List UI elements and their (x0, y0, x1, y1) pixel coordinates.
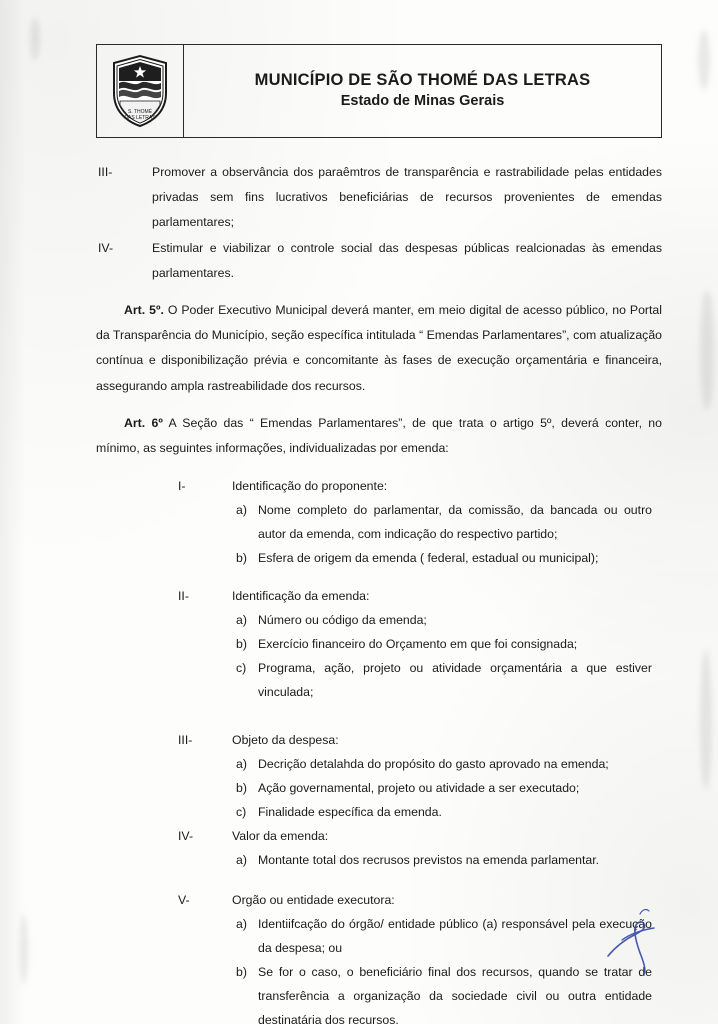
list-item (96, 729, 662, 825)
sub-item-letter: a) (236, 756, 247, 771)
scan-artifact (700, 650, 712, 790)
scan-artifact (698, 30, 710, 90)
article-label: Art. 5º. (124, 303, 164, 318)
sub-item-letter: a) (236, 916, 247, 931)
article-paragraph (96, 411, 662, 461)
item-heading: Valor da emenda: (232, 828, 329, 843)
item-numeral: V- (178, 892, 190, 907)
sub-item (96, 801, 662, 825)
sub-item-letter: c) (236, 661, 247, 676)
sub-item-text: Programa, ação, projeto ou atividade orçamentária a que estiver vinculada; (258, 661, 652, 699)
list-item-heading-row (96, 585, 662, 609)
sub-item-letter: a) (236, 613, 247, 628)
item-numeral: I- (178, 479, 186, 494)
sub-item-letter: c) (236, 804, 247, 819)
item-numeral: II- (178, 589, 189, 604)
spacer (96, 705, 662, 715)
sub-item-text: Decrição detalahda do propósito do gasto aprovado na emenda; (258, 756, 609, 771)
article-text: O Poder Executivo Municipal deverá manter, em meio digital de acesso público, no Portal da Transparência do Município, seção específica intitulada “ Emendas Parlamentares”, com atualização contínua e disponibilização prévia e concomitante às fases de execução orçamentária e financeira, assegurando ampla rastreabilidade dos recursos. (96, 303, 663, 393)
item-numeral: III- (98, 165, 113, 179)
svg-text:S. THOMÉ: S. THOMÉ (127, 109, 153, 115)
list-item-heading-row (96, 475, 662, 499)
sub-item (96, 849, 662, 873)
sub-item (96, 753, 662, 777)
crest-cell (97, 45, 184, 137)
document-content (96, 44, 662, 1033)
sub-item (96, 499, 662, 547)
item-heading: Objeto da despesa: (232, 732, 339, 747)
sub-item (96, 961, 662, 1033)
sub-item-letter: b) (236, 551, 247, 566)
sub-item-text: Número ou código da emenda; (258, 613, 427, 628)
sub-item-text: Exercício financeiro do Orçamento em que foi consignada; (258, 637, 578, 652)
municipality-title: MUNICÍPIO DE SÃO THOMÉ DAS LETRAS (254, 70, 591, 89)
item-heading: Identificação do proponente: (232, 479, 388, 494)
sub-item-text: Esfera de origem da emenda ( federal, estadual ou municipal); (258, 551, 599, 566)
list-item (96, 889, 662, 1033)
sub-item-text: Finalidade específica da emenda. (258, 804, 442, 819)
sub-item-letter: a) (236, 503, 247, 518)
sub-item (96, 633, 662, 657)
letterhead (96, 44, 662, 138)
sub-item (96, 913, 662, 961)
item-heading: Identificação da emenda: (232, 589, 370, 604)
continued-item (96, 160, 662, 236)
list-item (96, 585, 662, 705)
sub-item-text: Identiifcação do órgão/ entidade público (a) responsável pela execução da despesa; ou (258, 916, 652, 955)
item-numeral: IV- (178, 828, 194, 843)
state-subtitle: Estado de Minas Gerais (340, 93, 505, 110)
sub-item (96, 547, 662, 571)
sub-item (96, 609, 662, 633)
item-text: Promover a observância dos paraêmtros de transparência e rastrabilidade pelas entidades privadas sem fins lucrativos beneficiárias de recursos provenientes de emendas parlamentares; (152, 165, 662, 230)
list-item-heading-row (96, 729, 662, 753)
continued-item (96, 236, 662, 286)
item-heading: Orgão ou entidade executora: (232, 892, 395, 907)
sub-item (96, 657, 662, 705)
spacer (96, 873, 662, 889)
sub-item-text: Se for o caso, o beneficiário final dos recursos, quando se tratar de transferência a organização da sociedade civil ou outra entidade destinatária dos recursos. (258, 964, 652, 1027)
svg-text:DAS LETRAS: DAS LETRAS (124, 115, 156, 121)
sub-item-letter: b) (236, 964, 247, 979)
article-paragraph (96, 298, 662, 399)
sub-item (96, 777, 662, 801)
scan-artifact (20, 914, 28, 984)
municipal-coat-of-arms-icon (110, 53, 170, 129)
sub-item-letter: b) (236, 637, 247, 652)
letterhead-titles (184, 45, 661, 137)
scan-artifact (30, 18, 40, 60)
handwritten-signature-icon (602, 904, 666, 976)
list-item-heading-row (96, 889, 662, 913)
scan-artifact (700, 290, 714, 410)
item-numeral: IV- (98, 240, 114, 255)
list-item-heading-row (96, 825, 662, 849)
list-item (96, 825, 662, 873)
article-text: A Seção das “ Emendas Parlamentares”, de que trata o artigo 5º, deverá conter, no mínimo, as seguintes informações, individualizadas por emenda: (96, 415, 662, 456)
sub-item-text: Ação governamental, projeto ou atividade a ser executado; (258, 780, 580, 795)
item-numeral: III- (178, 732, 193, 747)
list-item (96, 475, 662, 571)
sub-item-letter: b) (236, 780, 247, 795)
sub-item-text: Montante total dos recrusos previstos na emenda parlamentar. (258, 852, 600, 867)
sub-item-text: Nome completo do parlamentar, da comissão, da bancada ou outro autor da emenda, com indicação do respectivo partido; (258, 503, 652, 542)
item-text: Estimular e viabilizar o controle social das despesas públicas realcionadas às emendas parlamentares. (152, 240, 662, 280)
sub-item-letter: a) (236, 852, 247, 867)
article-label: Art. 6º (124, 415, 163, 430)
